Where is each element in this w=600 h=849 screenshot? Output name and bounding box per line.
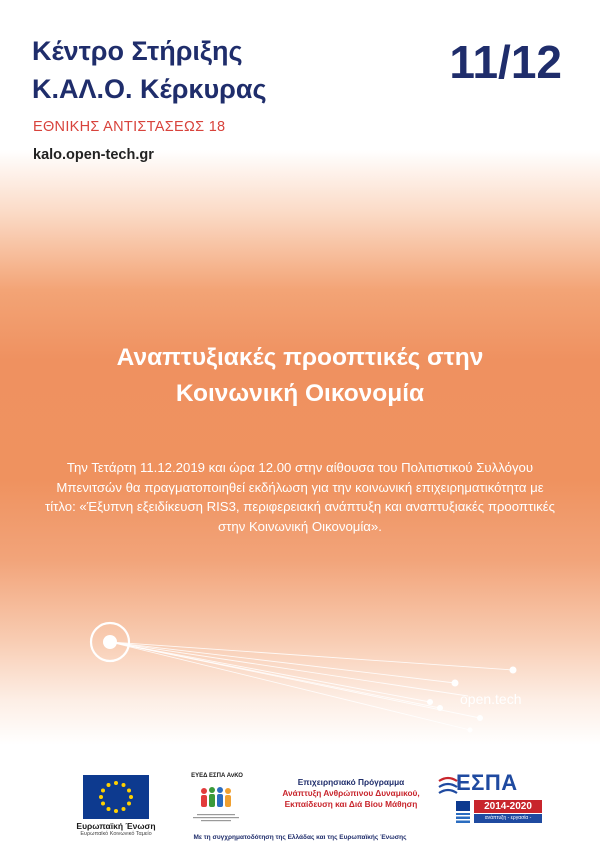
operational-programme [266,777,436,810]
address: ΕΘΝΙΚΗΣ ΑΝΤΙΣΤΑΣΕΩΣ 18 [33,119,226,135]
event-title-line2: Κοινωνική Οικονομία [175,380,425,407]
espa-years: 2014-2020 [474,800,542,813]
website-link[interactable]: kalo.open-tech.gr [33,147,154,163]
organization-title-line1: Κέντρο Στήριξης [32,36,243,66]
event-date: 11/12 [449,36,562,88]
op-programme-line3: Εκπαίδευση και Διά Βίου Μάθηση [284,799,418,809]
eyed-label: ΕΥΕΔ ΕΣΠΑ ΑνΚΟ [191,773,243,779]
cofunding-statement: Με τη συγχρηματοδότηση της Ελλάδας και της Ευρωπαϊκής Ένωσης [193,834,407,841]
op-programme-line1: Επιχειρησιακό Πρόγραμμα [297,777,405,787]
op-programme-line2: Ανάπτυξη Ανθρώπινου Δυναμικού, [282,788,420,798]
event-description: Την Τετάρτη 11.12.2019 και ώρα 12.00 στην αίθουσα του Πολιτιστικού Συλλόγου Μπενιτσών θα πραγματοποιηθεί εκδήλωση για την κοινωνική επιχειρηματικότητα με τίτλο: «Έξυπνη εξειδίκευση RIS3, περιφερειακή ανάπτυξη και αναπτυξιακές προοπτικές στην Κοινωνική Οικονομία». [45,460,555,534]
funding-logo-bar [0,765,600,849]
eu-label: Ευρωπαϊκή Ένωση [76,821,156,831]
organization-title-line2: Κ.ΑΛ.Ο. Κέρκυρας [32,74,267,104]
eyed-small-print [183,813,249,825]
eu-greece-flags-icon [456,801,472,825]
espa-wordmark: ΕΣΠΑ [456,770,518,795]
event-title [40,340,560,412]
organization-title [32,32,332,108]
eu-fund-label: Ευρωπαϊκό Κοινωνικό Ταμείο [80,831,152,837]
event-title-line1: Αναπτυξιακές προοπτικές στην [116,344,484,371]
espa-slogan: ανάπτυξη - εργασία - αλληλεγγύη [474,814,542,823]
eu-flag-icon [83,775,149,819]
open-tech-graphic [0,600,600,750]
eyed-people-logo-icon [192,783,240,813]
open-tech-wordmark: open.tech [460,691,522,707]
espa-waves-icon [438,775,458,799]
orbit-core-icon [103,635,117,649]
